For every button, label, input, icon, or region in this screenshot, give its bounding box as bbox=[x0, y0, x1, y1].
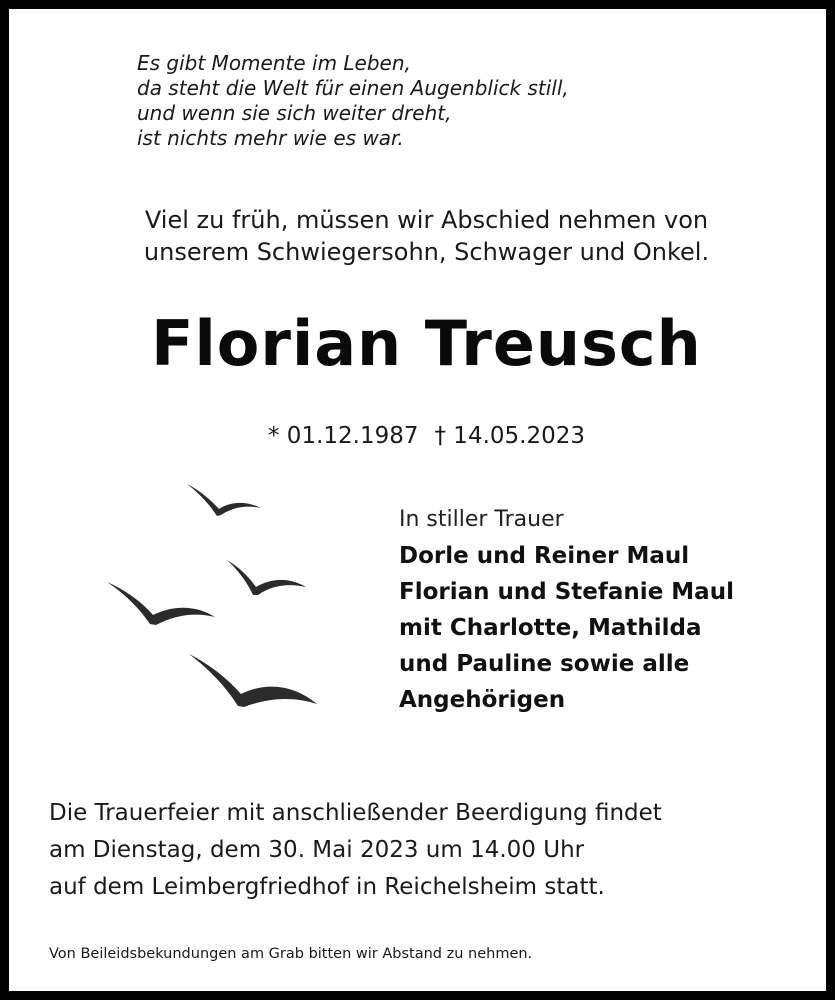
deceased-name: Florian Treusch bbox=[151, 307, 702, 380]
mourners-lead: In stiller Trauer bbox=[399, 507, 564, 532]
service-line: auf dem Leimbergfriedhof in Reichelsheim statt. bbox=[49, 874, 605, 900]
condolence-note: Von Beileidsbekundungen am Grab bitten wir Abstand zu nehmen. bbox=[49, 946, 533, 962]
death-date: † 14.05.2023 bbox=[434, 423, 585, 449]
mourner-line: Florian und Stefanie Maul bbox=[399, 579, 734, 605]
poem-line: und wenn sie sich weiter dreht, bbox=[137, 101, 452, 125]
bird-shape bbox=[187, 484, 261, 516]
poem-line: ist nichts mehr wie es war. bbox=[137, 126, 404, 150]
mourner-line: Dorle und Reiner Maul bbox=[399, 543, 690, 569]
life-dates bbox=[9, 419, 835, 453]
service-info bbox=[49, 795, 662, 906]
poem-line: da steht die Welt für einen Augenblick still, bbox=[137, 76, 569, 100]
mourners-block bbox=[399, 502, 734, 718]
birds-icon bbox=[99, 474, 339, 719]
service-line: am Dienstag, dem 30. Mai 2023 um 14.00 Uhr bbox=[49, 837, 585, 863]
mourner-line: Angehörigen bbox=[399, 687, 566, 713]
bird-shape bbox=[189, 654, 317, 707]
poem bbox=[137, 51, 569, 151]
intro-line: unserem Schwiegersohn, Schwager und Onkel. bbox=[143, 238, 710, 266]
intro-text bbox=[9, 204, 835, 268]
birth-date: * 01.12.1987 bbox=[268, 423, 419, 449]
intro-line: Viel zu früh, müssen wir Abschied nehmen von bbox=[144, 206, 709, 234]
bird-shape bbox=[227, 560, 306, 595]
service-line: Die Trauerfeier mit anschließender Beerdigung findet bbox=[49, 800, 662, 826]
mourner-line: und Pauline sowie alle bbox=[399, 651, 690, 677]
mourner-line: mit Charlotte, Mathilda bbox=[399, 615, 702, 641]
bird-shape bbox=[107, 582, 215, 625]
poem-line: Es gibt Momente im Leben, bbox=[137, 51, 411, 75]
